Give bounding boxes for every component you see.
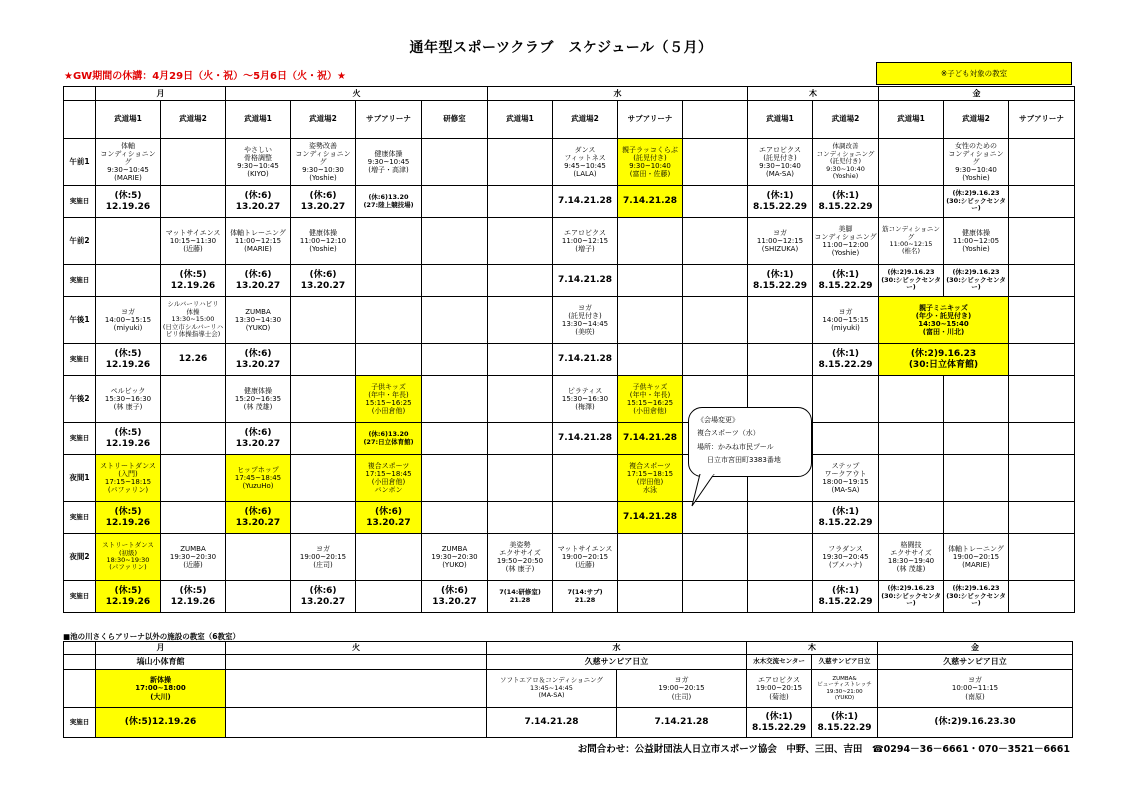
slot-row-ev2: [64, 534, 1075, 581]
class-cell-kids: 親子ラッコくらぶ (託児付き) 9:30~10:40 (富田・佐藤): [618, 139, 683, 186]
class-cell: エアロビクス (託児付き) 9:30~10:40 (MA-SA): [748, 139, 813, 186]
page-title: 通年型スポーツクラブ スケジュール（５月）: [409, 40, 713, 56]
callout-address: 日立市宮田町3383番地: [707, 455, 781, 464]
date-cell: (休:6) 13.20.27: [291, 186, 356, 218]
corner-cell: [64, 87, 96, 101]
callout-heading: 《会場変更》: [697, 416, 739, 424]
day-mon: 月: [96, 642, 226, 655]
class-cell: 体軸トレーニング 11:00~12:15 (MARIE): [226, 218, 291, 265]
room-header: 武道場2: [813, 101, 879, 139]
slot-row-am2: [64, 218, 1075, 265]
date-cell: (休:6) 13.20.27: [226, 423, 291, 455]
date-cell: (休:6) 13.20.27: [291, 265, 356, 297]
class-cell: ペルビック 15:30~16:30 (林 康子): [96, 376, 161, 423]
date-cell-kids: (休:5) 12.19.26: [96, 502, 161, 534]
day-mon: 月: [96, 87, 226, 101]
venue-change-callout: [688, 407, 812, 477]
date-cell: 7.14.21.28: [553, 423, 618, 455]
class-cell-kids: 子供キッズ (年中・年長) 15:15~16:25 (小田倉他): [618, 376, 683, 423]
date-cell: (休:6) 13.20.27: [226, 265, 291, 297]
day-wed: 水: [488, 87, 748, 101]
date-row-am1: [64, 186, 1075, 218]
slot-label: 午前2: [64, 218, 96, 265]
room-header: サブアリーナ: [618, 101, 683, 139]
room-header: 武道場2: [161, 101, 226, 139]
date-label: 実施日: [64, 423, 96, 455]
date-cell: (休:2)9.16.23 (30:シビックセンター): [879, 265, 944, 297]
date-label: 実施日: [64, 502, 96, 534]
class-cell: マットサイエンス 10:15~11:30 (近藤): [161, 218, 226, 265]
day-wed: 水: [487, 642, 747, 655]
class-cell: ステップ ワークアウト 18:00~19:15 (MA-SA): [813, 455, 879, 502]
class-cell-kids: 複合スポーツ 17:15~18:15 (岸田他) 水泳: [618, 455, 683, 502]
date-row-ev1: [64, 502, 1075, 534]
class-cell-kids: 親子ミニキッズ (年少・託児付き) 14:30~15:40 (富田・川北): [879, 297, 1009, 344]
day-header-row: [64, 87, 1075, 101]
class-cell: 健康体操 15:20~16:35 (林 茂雄): [226, 376, 291, 423]
class-cell: ヨガ 11:00~12:15 (SHIZUKA): [748, 218, 813, 265]
date-cell-kids: (休:6) 13.20.27: [356, 502, 422, 534]
date-cell: 7.14.21.28: [617, 708, 747, 738]
slot-row-pm2: [64, 376, 1075, 423]
date-label: 実施日: [64, 265, 96, 297]
venue-name: 久慈サンピア日立: [878, 655, 1073, 670]
class-cell-empty: [488, 139, 553, 186]
room-header: 武道場1: [879, 101, 944, 139]
class-cell-empty: [683, 139, 748, 186]
day-thu: 木: [748, 87, 879, 101]
class-cell: ヨガ 19:00~20:15 (庄司): [617, 670, 747, 708]
class-cell-kids: ヒップホップ 17:45~18:45 (YuzuHo): [226, 455, 291, 502]
slot-label: 午後2: [64, 376, 96, 423]
date-cell: (休:6)13.20 (27:陸上競技場): [356, 186, 422, 218]
room-header-row: [64, 101, 1075, 139]
sub-class-row: [64, 670, 1073, 708]
class-cell: ヨガ 10:00~11:15 (南原): [878, 670, 1073, 708]
other-venues-title: ■池の川さくらアリーナ以外の施設の教室（6教室）: [63, 632, 241, 641]
room-header: 武道場1: [748, 101, 813, 139]
venue-name: 塙山小体育館: [96, 655, 226, 670]
class-cell: 姿勢改善 コンディショニング 9:30~10:30 (Yoshie): [291, 139, 356, 186]
room-header: 武道場2: [944, 101, 1009, 139]
date-cell: (休:5) 12.19.26: [96, 344, 161, 376]
day-fri: 金: [879, 87, 1075, 101]
class-cell: ピラティス 15:30~16:30 (梅澤): [553, 376, 618, 423]
room-header: 研修室: [422, 101, 488, 139]
callout-class: 複合スポーツ（水）: [697, 429, 760, 438]
class-cell: やさしい 骨格調整 9:30~10:45 (KIYO): [226, 139, 291, 186]
class-cell: 健康体操 9:30~10:45 (増子・高津): [356, 139, 422, 186]
date-row-ev2: [64, 581, 1075, 613]
date-cell: (休:1) 8.15.22.29: [748, 265, 813, 297]
class-cell-empty: [879, 139, 944, 186]
class-cell: ZUMBA 19:30~20:30 (近藤): [161, 534, 226, 581]
date-cell: 12.26: [161, 344, 226, 376]
class-cell: シルバーリハビリ 体操 13:30~15:00 (日立市シルバーリハ ビリ体操指導士会): [161, 297, 226, 344]
date-cell: (休:2)9.16.23 (30:シビックセンター): [944, 581, 1009, 613]
venue-name: 久慈サンピア日立: [812, 655, 878, 670]
class-cell: 美姿勢 エクササイズ 19:50~20:50 (林 康子): [488, 534, 553, 581]
date-cell: (休:1) 8.15.22.29: [813, 186, 879, 218]
date-label: 実施日: [64, 708, 96, 738]
date-cell: (休:1) 8.15.22.29: [812, 708, 878, 738]
contact-info: お問合わせ：公益財団法人日立市スポーツ協会 中野、三田、吉田 ☎0294－36－6661・070－3521－6661: [577, 744, 1070, 755]
date-cell: 7.14.21.28: [553, 265, 618, 297]
class-cell: ヨガ 14:00~15:15 (miyuki): [96, 297, 161, 344]
date-cell-kids: (休:5) 12.19.26: [96, 581, 161, 613]
class-cell: 体軸 コンディショニング 9:30~10:45 (MARIE): [96, 139, 161, 186]
class-cell-kids: ストリートダンス (初級) 18:30~19:30 (パファリン): [96, 534, 161, 581]
date-cell: (休:6) 13.20.27: [226, 186, 291, 218]
date-cell: (休:6) 13.20.27: [291, 581, 356, 613]
date-row-pm1: [64, 344, 1075, 376]
date-cell-kids: 7.14.21.28: [618, 186, 683, 218]
date-cell: (休:1) 8.15.22.29: [813, 344, 879, 376]
date-label: 実施日: [64, 186, 96, 218]
venue-name: 水木交流センター: [747, 655, 812, 670]
slot-row-am1: [64, 139, 1075, 186]
date-cell: (休:1) 8.15.22.29: [748, 186, 813, 218]
sub-date-row: [64, 708, 1073, 738]
room-header-empty: [683, 101, 748, 139]
date-row-pm2: [64, 423, 1075, 455]
class-cell: 健康体操 11:00~12:05 (Yoshie): [944, 218, 1009, 265]
schedule-table: [63, 86, 1075, 613]
slot-row-ev1: [64, 455, 1075, 502]
class-cell: ZUMBA 19:30~20:30 (YUKO): [422, 534, 488, 581]
class-cell: ダンス フィットネス 9:45~10:45 (LALA): [553, 139, 618, 186]
gw-closure-notice: ★GW期間の休講：4月29日（火・祝）～5月6日（火・祝）★: [64, 71, 346, 82]
class-cell: ヨガ 19:00~20:15 (庄司): [291, 534, 356, 581]
class-cell: ヨガ 14:00~15:15 (miyuki): [813, 297, 879, 344]
room-header: サブアリーナ: [1009, 101, 1075, 139]
slot-label: 夜間1: [64, 455, 96, 502]
class-cell: ZUMBA 13:30~14:30 (YUKO): [226, 297, 291, 344]
class-cell: 体調改善 コンディショニング (託児付き) 9:30~10:40 (Yoshie): [813, 139, 879, 186]
date-label: 実施日: [64, 344, 96, 376]
date-cell-kids: (休:2)9.16.23 (30:日立体育館): [879, 344, 1009, 376]
date-cell: (休:1) 8.15.22.29: [813, 265, 879, 297]
class-cell-kids: 複合スポーツ 17:15~18:45 (小田倉他) バンボン: [356, 455, 422, 502]
class-cell: ソフトエアロ＆コンディショニング 13:45~14:45 (MA-SA): [487, 670, 617, 708]
room-header: サブアリーナ: [356, 101, 422, 139]
date-cell-kids: (休:6)13.20 (27:日立体育館): [356, 423, 422, 455]
class-cell-empty: [422, 139, 488, 186]
slot-label: 夜間2: [64, 534, 96, 581]
sub-day-row: [64, 642, 1073, 655]
date-cell: (休:2)9.16.23.30: [878, 708, 1073, 738]
class-cell: ZUMBA& ビューティストレッチ 19:30~21:00 (YUKO): [812, 670, 878, 708]
corner-cell: [64, 101, 96, 139]
date-cell-kids: 7.14.21.28: [618, 423, 683, 455]
day-fri: 金: [878, 642, 1073, 655]
kids-class-legend: ※子ども対象の教室: [876, 62, 1072, 85]
date-cell-kids: 7.14.21.28: [618, 502, 683, 534]
date-label: 実施日: [64, 581, 96, 613]
date-cell: 7.14.21.28: [553, 344, 618, 376]
class-cell: 体軸トレーニング 19:00~20:15 (MARIE): [944, 534, 1009, 581]
slot-label: 午後1: [64, 297, 96, 344]
room-header: 武道場1: [226, 101, 291, 139]
date-cell: 7.14.21.28: [553, 186, 618, 218]
date-cell: (休:6) 13.20.27: [422, 581, 488, 613]
class-cell-kids: ストリートダンス (入門) 17:15~18:15 (パファリン): [96, 455, 161, 502]
day-tue: 火: [226, 87, 488, 101]
class-cell: 筋コンディショニング 11:00~12:15 (椎名): [879, 218, 944, 265]
class-cell: 女性のための コンディショニング 9:30~10:40 (Yoshie): [944, 139, 1009, 186]
class-cell: エアロビクス 11:00~12:15 (増子): [553, 218, 618, 265]
class-cell-empty: [1009, 139, 1075, 186]
date-cell: 7(14:研修室) 21.28: [488, 581, 553, 613]
sub-venue-row: [64, 655, 1073, 670]
class-cell: フラダンス 19:30~20:45 (ブメハナ): [813, 534, 879, 581]
class-cell: 健康体操 11:00~12:10 (Yoshie): [291, 218, 356, 265]
day-thu: 木: [747, 642, 878, 655]
date-cell: (休:1) 8.15.22.29: [813, 581, 879, 613]
class-cell-empty: [161, 139, 226, 186]
date-cell: (休:1) 8.15.22.29: [747, 708, 812, 738]
room-header: 武道場2: [291, 101, 356, 139]
date-cell: (休:2)9.16.23 (30:シビックセンター): [879, 581, 944, 613]
date-cell: (休:6) 13.20.27: [226, 344, 291, 376]
date-cell: (休:2)9.16.23 (30:シビックセンター): [944, 186, 1009, 218]
date-cell: (休:5) 12.19.26: [161, 265, 226, 297]
class-cell: マットサイエンス 19:00~20:15 (近藤): [553, 534, 618, 581]
date-cell: (休:1) 8.15.22.29: [813, 502, 879, 534]
room-header: 武道場2: [553, 101, 618, 139]
date-cell: (休:5) 12.19.26: [161, 581, 226, 613]
class-cell: 格闘技 エクササイズ 18:30~19:40 (林 茂雄): [879, 534, 944, 581]
date-cell-kids: (休:6) 13.20.27: [226, 502, 291, 534]
date-cell: (休:5) 12.19.26: [96, 423, 161, 455]
date-row-am2: [64, 265, 1075, 297]
class-cell: ヨガ (託児付き) 13:30~14:45 (美咲): [553, 297, 618, 344]
date-cell: (休:2)9.16.23 (30:シビックセンター): [944, 265, 1009, 297]
date-cell: 7(14:サブ) 21.28: [553, 581, 618, 613]
date-cell: 7.14.21.28: [487, 708, 617, 738]
class-cell: 美脚 コンディショニング 11:00~12:00 (Yoshie): [813, 218, 879, 265]
class-cell: エアロビクス 19:00~20:15 (菊池): [747, 670, 812, 708]
day-tue: 火: [226, 642, 487, 655]
other-venues-table: [63, 641, 1073, 738]
date-cell: (休:5) 12.19.26: [96, 186, 161, 218]
slot-label: 午前1: [64, 139, 96, 186]
slot-row-pm1: [64, 297, 1075, 344]
room-header: 武道場1: [488, 101, 553, 139]
room-header: 武道場1: [96, 101, 161, 139]
class-cell-kids: 新体操 17:00~18:00 (大川): [96, 670, 226, 708]
class-cell-kids: 子供キッズ (年中・年長) 15:15~16:25 (小田倉他): [356, 376, 422, 423]
venue-name: 久慈サンピア日立: [487, 655, 747, 670]
date-cell-kids: (休:5)12.19.26: [96, 708, 226, 738]
callout-place: 場所：かみね市民プール: [697, 442, 774, 451]
callout-tail: [690, 474, 724, 508]
